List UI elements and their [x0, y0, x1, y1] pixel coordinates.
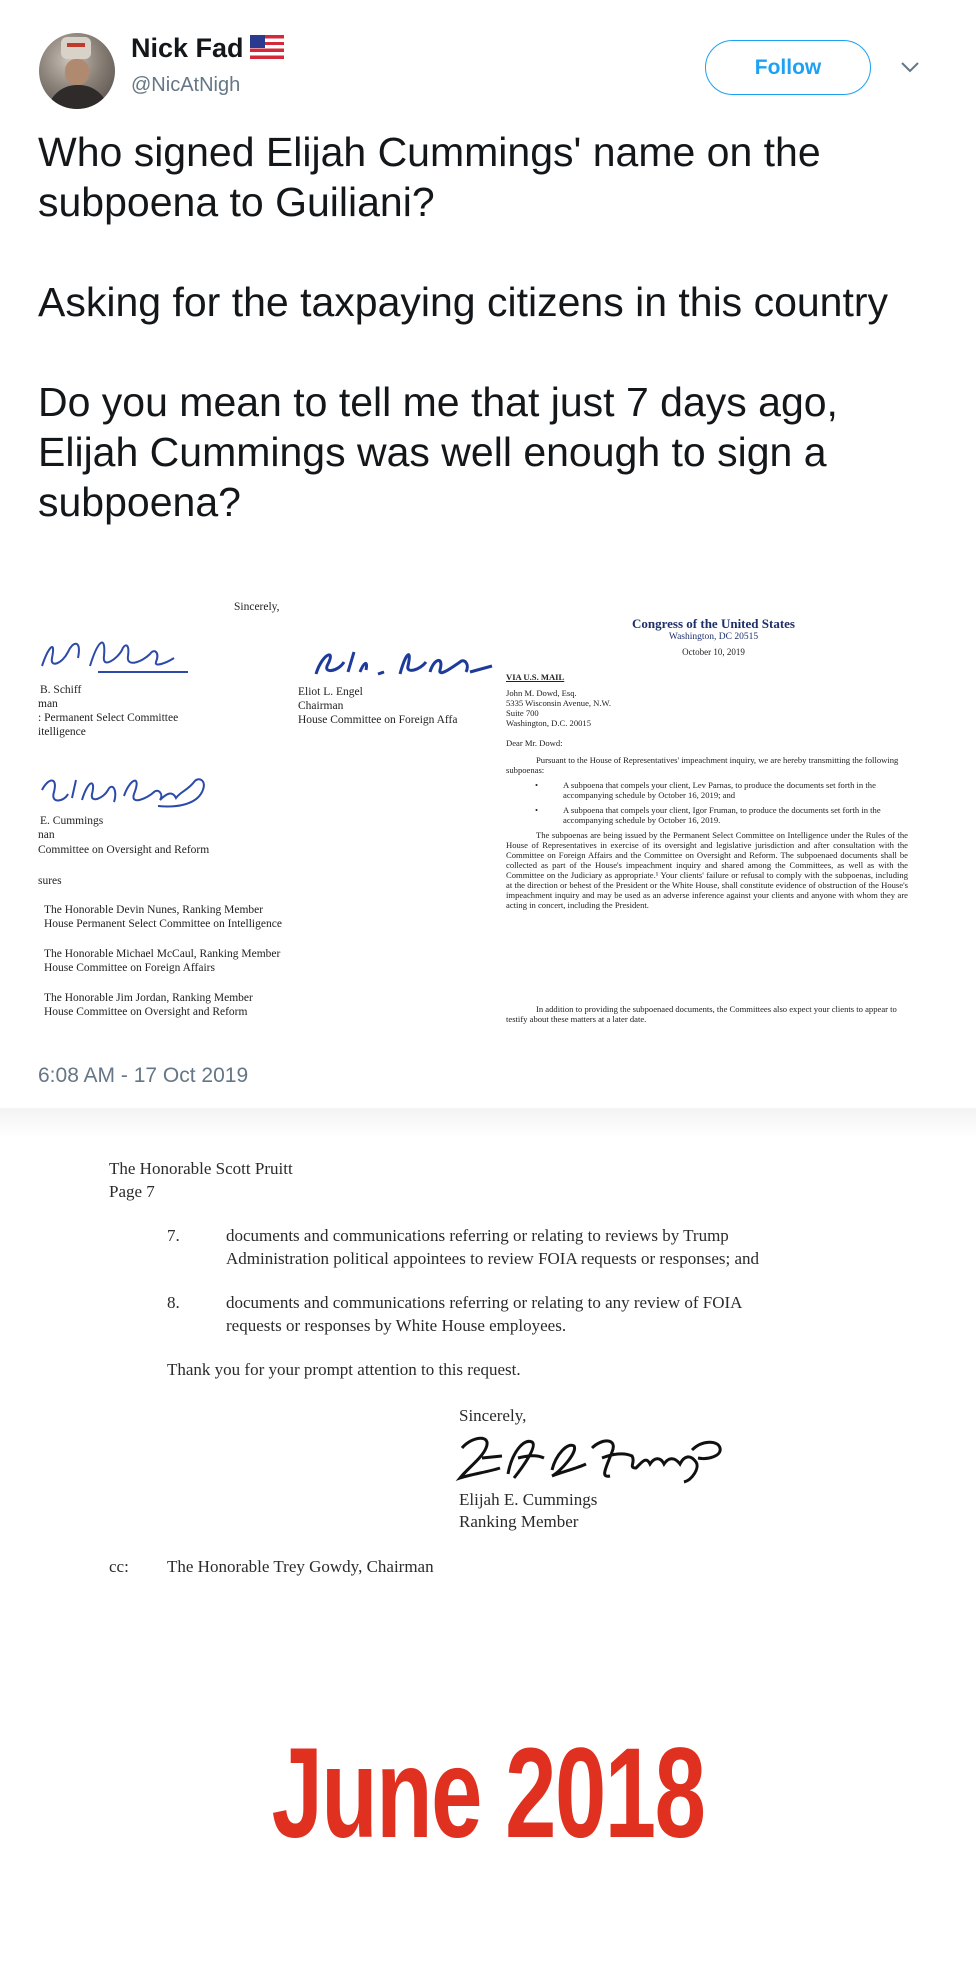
- doc-closing: Sincerely,: [234, 601, 280, 613]
- tweet-timestamp[interactable]: 6:08 AM - 17 Oct 2019: [38, 1064, 249, 1087]
- us-flag-icon: [250, 35, 284, 59]
- schiff-signature: [38, 628, 198, 678]
- tweet-paragraph: Do you mean to tell me that just 7 days ago, Elijah Cummings was well enough to sign a subpoena?: [38, 379, 838, 525]
- via-mail: VIA U.S. MAIL: [506, 672, 565, 682]
- letterhead: Congress of the United States: [632, 616, 795, 631]
- signer3-title: nan: [38, 829, 55, 841]
- letter-cc-label: cc:: [109, 1557, 129, 1576]
- signer3-name: E. Cummings: [40, 815, 104, 827]
- enclosures-label: sures: [38, 875, 62, 887]
- avatar-body: [47, 85, 109, 109]
- item-text: Administration political appointees to review FOIA requests or responses; and: [226, 1249, 760, 1268]
- tweet-paragraph: Who signed Elijah Cummings' name on the subpoena to Guiliani?: [38, 129, 821, 225]
- cc-line: House Committee on Oversight and Reform: [44, 1006, 248, 1018]
- avatar-face: [65, 59, 89, 85]
- letter-closing: Sincerely,: [459, 1406, 527, 1425]
- signer1-name: B. Schiff: [40, 684, 82, 696]
- intro-paragraph: Pursuant to the House of Representatives' impeachment inquiry, we are hereby transmitting the following subpoenas:: [506, 755, 899, 775]
- address-line: John M. Dowd, Esq.: [506, 688, 577, 698]
- address-line: Washington, D.C. 20015: [506, 718, 592, 728]
- section-divider: [0, 1108, 976, 1138]
- engel-signature: [308, 644, 498, 684]
- letter-signer-name: Elijah E. Cummings: [459, 1490, 598, 1509]
- signer2-committee: House Committee on Foreign Affa: [298, 714, 458, 726]
- address-line: Suite 700: [506, 708, 539, 718]
- item-text: documents and communications referring or relating to any review of FOIA: [226, 1293, 743, 1312]
- cc-line: House Permanent Select Committee on Intelligence: [44, 918, 282, 930]
- display-name[interactable]: Nick Fad: [131, 33, 244, 63]
- cc-line: The Honorable Jim Jordan, Ranking Member: [44, 992, 253, 1004]
- item-text: documents and communications referring or relating to reviews by Trump: [226, 1226, 729, 1245]
- cc-line: The Honorable Devin Nunes, Ranking Member: [44, 904, 264, 916]
- chevron-down-icon[interactable]: [899, 56, 921, 78]
- body-paragraph-2: In addition to providing the subpoenaed documents, the Committees also expect your clients to appear to testify about these matters at a later date.: [506, 1004, 897, 1024]
- signer1-title: man: [38, 698, 58, 710]
- avatar[interactable]: [39, 33, 115, 109]
- cummings-signature-media: [38, 768, 218, 818]
- follow-button[interactable]: Follow: [705, 40, 871, 95]
- bullet-item: A subpoena that compels your client, Igor Fruman, to produce the documents set forth in the accompanying schedule by October 16, 2019.: [563, 805, 881, 825]
- letter-cc-value: The Honorable Trey Gowdy, Chairman: [167, 1557, 434, 1576]
- signer2-name: Eliot L. Engel: [298, 686, 363, 698]
- letter-recipient: The Honorable Scott Pruitt: [109, 1159, 293, 1178]
- signer3-committee: Committee on Oversight and Reform: [38, 844, 210, 856]
- signer1-committee-2: itelligence: [38, 726, 86, 738]
- bullet-dot: •: [535, 780, 539, 790]
- media-image-left[interactable]: [38, 600, 503, 1042]
- name-row: [131, 33, 284, 64]
- item-number: 8.: [167, 1293, 180, 1312]
- tweet-text: [38, 127, 948, 527]
- cummings-signature: [452, 1428, 732, 1488]
- cc-line: The Honorable Michael McCaul, Ranking Member: [44, 948, 281, 960]
- letter-thanks: Thank you for your prompt attention to this request.: [167, 1360, 521, 1379]
- user-handle[interactable]: @NicAtNigh: [131, 74, 241, 96]
- bullet-item: A subpoena that compels your client, Lev Parnas, to produce the documents set forth in the accompanying schedule by October 16, 2019; and: [563, 780, 876, 800]
- salutation: Dear Mr. Dowd:: [506, 738, 563, 748]
- letter-signer-title: Ranking Member: [459, 1512, 579, 1531]
- bullet-dot: •: [535, 805, 539, 815]
- date-caption: June 2018: [271, 1722, 705, 1865]
- letter-page: Page 7: [109, 1182, 155, 1201]
- address-line: 5335 Wisconsin Avenue, N.W.: [506, 698, 611, 708]
- tweet-media[interactable]: [38, 600, 924, 1042]
- media-image-right[interactable]: [503, 600, 924, 1042]
- avatar-hat: [61, 37, 91, 59]
- item-number: 7.: [167, 1226, 180, 1245]
- signer1-committee: : Permanent Select Committee: [38, 712, 179, 724]
- cc-line: House Committee on Foreign Affairs: [44, 962, 215, 974]
- item-text: requests or responses by White House employees.: [226, 1316, 567, 1335]
- signer2-title: Chairman: [298, 700, 344, 712]
- tweet-paragraph: Asking for the taxpaying citizens in this country: [38, 279, 889, 325]
- letter-date: October 10, 2019: [682, 647, 745, 657]
- letterhead-location: Washington, DC 20515: [668, 632, 759, 642]
- body-paragraph: The subpoenas are being issued by the Permanent Select Committee on Intelligence under the Rules of the House of Representatives in exercise of its oversight and legislative jurisdiction and after consultation with the Committee on Foreign Affairs and the Committee on Oversight and Reform. The subpoenaed documents shall be collected as part of the House's impeachment inquiry and shared among the Committees, as well as with the Committee on the Judiciary as appropriate.¹ Your clients' failure or refusal to comply with the subpoenas, including at the direction or behest of the President or the White House, shall constitute evidence of obstruction of the House's impeachment inquiry and may be used as an adverse inference against your clients and anyone with whom they are acting in concert, including the President.: [506, 830, 908, 910]
